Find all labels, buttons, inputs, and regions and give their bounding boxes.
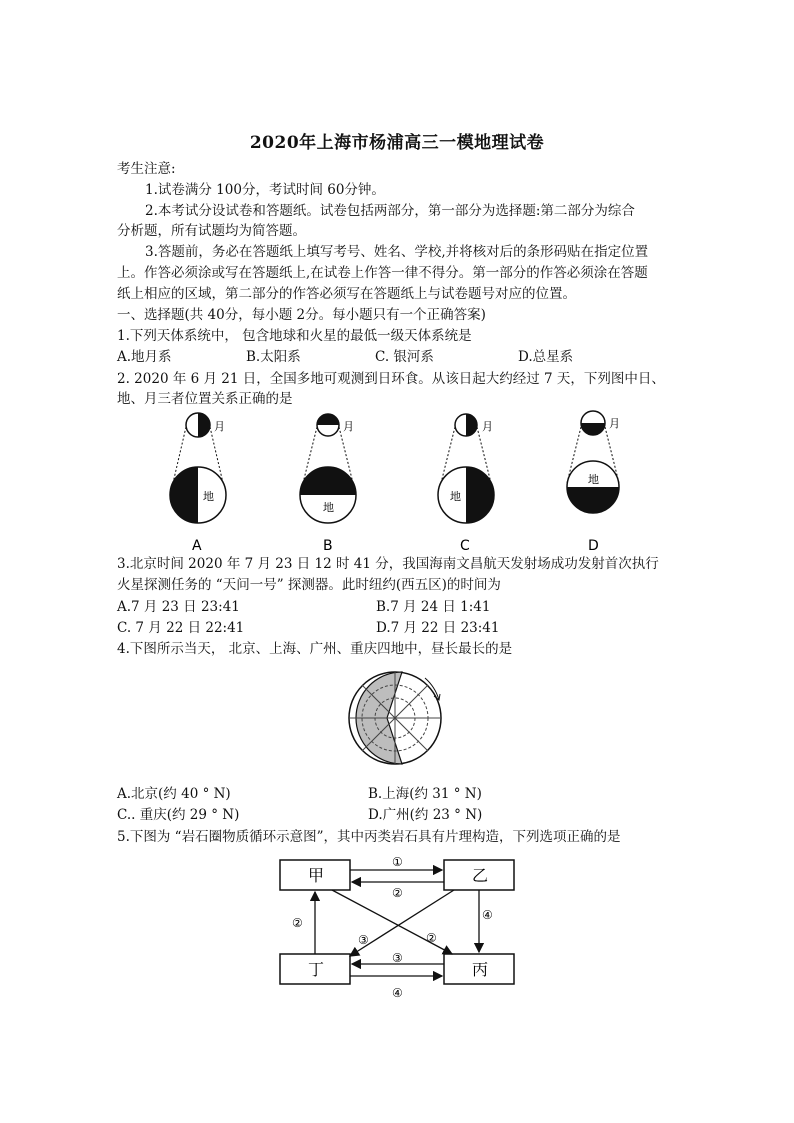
q5-rock-cycle-figure <box>272 852 522 1002</box>
moon-label-a: 月 <box>214 420 225 433</box>
q3-option-c: C. 7 月 22 日 22:41 <box>117 620 245 636</box>
q2-stem-line2: 地、月三者位置关系正确的是 <box>117 391 293 407</box>
q3-stem-line1: 3.北京时间 2020 年 7 月 23 日 12 时 41 分，我国海南文昌航天发射场成功发射首次执行 <box>117 556 659 572</box>
q2-panel-b <box>300 414 356 554</box>
notice-line-2b: 分析题，所有试题均为简答题。 <box>117 223 306 239</box>
arrow-label-1: ① <box>392 855 403 869</box>
notice-line-3a: 3.答题前，务必在答题纸上填写考号、姓名、学校,并将核对后的条形码贴在指定位置 <box>145 244 649 260</box>
q4-option-d: D.广州(约 23 ° N) <box>368 807 483 823</box>
moon-label-c: 月 <box>482 420 493 433</box>
arrow-label-2: ② <box>392 886 403 900</box>
q2-panel-label-a: A <box>192 538 202 554</box>
arrow-label-4: ④ <box>482 908 493 922</box>
box-label-bing: 丙 <box>472 960 489 979</box>
q3-stem-line2: 火星探测任务的 “天问一号” 探测器。此时纽约(西五区)的时间为 <box>117 577 501 593</box>
arrow-label-5: ③ <box>358 933 369 947</box>
arrow-label-6: ② <box>426 931 437 945</box>
arrow-label-3: ② <box>292 916 303 930</box>
earth-label-c: 地 <box>450 490 461 503</box>
earth-label-b: 地 <box>323 501 334 514</box>
notice-line-1: 1.试卷满分 100分，考试时间 60分钟。 <box>145 182 385 198</box>
q2-panel-label-b: B <box>323 538 333 554</box>
q1-option-b: B.太阳系 <box>246 349 301 365</box>
page-title: 2020年上海市杨浦高三一模地理试卷 <box>249 133 545 153</box>
notice-line-3c: 纸上相应的区域，第二部分的作答必须写在答题纸上与试卷题号对应的位置。 <box>117 286 576 302</box>
q2-figure <box>160 405 640 555</box>
earth-label-d: 地 <box>588 473 599 486</box>
moon-label-d: 月 <box>609 417 620 430</box>
q2-stem-line1: 2. 2020 年 6 月 21 日，全国多地可观测到日环食。从该日起大约经过 7 天，下列图中日、 <box>117 371 665 387</box>
box-label-jia: 甲 <box>308 866 325 885</box>
q2-panel-d <box>567 411 620 554</box>
section-heading: 一、选择题(共 40分，每小题 2分。每小题只有一个正确答案) <box>117 307 486 323</box>
q1-option-a: A.地月系 <box>117 349 172 365</box>
box-label-yi: 乙 <box>472 866 489 885</box>
q3-option-b: B.7 月 24 日 1:41 <box>376 599 491 615</box>
q2-panel-a <box>170 413 226 554</box>
q1-option-d: D.总星系 <box>518 349 574 365</box>
arrow-label-7: ③ <box>392 951 403 965</box>
q3-option-a: A.7 月 23 日 23:41 <box>117 599 240 615</box>
q4-option-a: A.北京(约 40 ° N) <box>117 786 231 802</box>
notice-line-2a: 2.本考试分设试卷和答题纸。试卷包括两部分，第一部分为选择题:第二部分为综合 <box>145 203 635 219</box>
notice-line-3b: 上。作答必须涂或写在答题纸上,在试卷上作答一律不得分。第一部分的作答必须涂在答题 <box>117 265 648 281</box>
q4-polar-figure <box>345 662 445 774</box>
q4-stem: 4.下图所示当天， 北京、上海、广州、重庆四地中，昼长最长的是 <box>117 641 513 657</box>
q2-panel-label-d: D <box>588 538 599 554</box>
q1-stem: 1.下列天体系统中， 包含地球和火星的最低一级天体系统是 <box>117 328 472 344</box>
q2-panel-c <box>438 414 494 554</box>
q2-panel-label-c: C <box>460 538 470 554</box>
q4-option-c: C.. 重庆(约 29 ° N) <box>117 807 240 823</box>
q3-option-d: D.7 月 22 日 23:41 <box>376 620 500 636</box>
earth-label-a: 地 <box>203 490 214 503</box>
notice-heading: 考生注意: <box>117 161 176 177</box>
box-label-ding: 丁 <box>308 960 325 979</box>
q1-option-c: C. 银河系 <box>375 349 434 365</box>
arrow-label-8: ④ <box>392 986 403 1000</box>
moon-label-b: 月 <box>343 420 354 433</box>
q5-stem: 5.下图为 “岩石圈物质循环示意图”，其中丙类岩石具有片理构造，下列选项正确的是 <box>117 829 621 845</box>
q4-option-b: B.上海(约 31 ° N) <box>368 786 482 802</box>
